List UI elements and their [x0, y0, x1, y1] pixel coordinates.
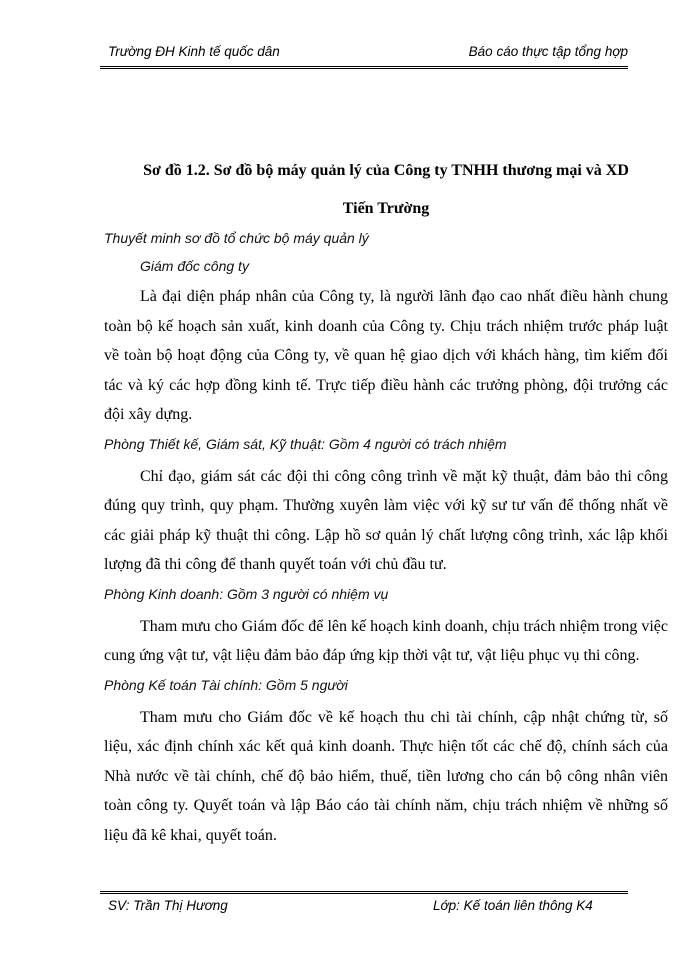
- section-paragraph: Chỉ đạo, giám sát các đội thi công công trình về mặt kỹ thuật, đảm bảo thi công đúng quy trình, quy phạm. Thường xuyên làm việc với kỹ sư tư vấn để thống nhất về các giải pháp kỹ thuật thi công. Lập hồ sơ quản lý chất lượng công trình, xác lập khối lượng đã thi công để thanh quyết toán với chủ đầu tư.: [104, 467, 668, 573]
- diagram-title-line-2: Tiến Trường: [342, 200, 430, 217]
- section-paragraph: Tham mưu cho Giám đốc để lên kế hoạch kinh doanh, chịu trách nhiệm trong việc cung ứng vật tư, vật liệu đảm bảo đáp ứng kịp thời vật tư, vật liệu phục vụ thi công.: [104, 617, 668, 664]
- section-subheading: Giám đốc công ty: [140, 258, 249, 274]
- header-divider: [100, 66, 628, 69]
- diagram-title-line-1: Sơ đồ 1.2. Sơ đồ bộ máy quản lý của Công ty TNHH thương mại và XD: [143, 162, 629, 179]
- header-report-type: Báo cáo thực tập tổng hợp: [468, 44, 628, 59]
- footer-student: SV: Trần Thị Hương: [108, 898, 228, 913]
- header-school: Trường ĐH Kinh tế quốc dân: [108, 44, 280, 59]
- page-footer: [108, 898, 628, 920]
- section-heading: Phòng Kinh doanh: Gồm 3 người có nhiệm vụ: [104, 585, 389, 602]
- section-heading: Phòng Kế toán Tài chính: Gồm 5 người: [104, 676, 348, 693]
- section-paragraph: Tham mưu cho Giám đốc về kế hoạch thu chi tài chính, cập nhật chứng từ, số liệu, xác định chính xác kết quả kinh doanh. Thực hiện tốt các chế độ, chính sách của Nhà nước về tài chính, chế độ bảo hiểm, thuế, tiền lương cho cán bộ công nhân viên toàn công ty. Quyết toán và lập Báo cáo tài chính năm, chịu trách nhiệm về những số liệu đã kê khai, quyết toán.: [104, 708, 668, 844]
- section-heading: Phòng Thiết kế, Giám sát, Kỹ thuật: Gồm 4 người có trách nhiệm: [104, 435, 507, 452]
- footer-class: Lớp: Kế toán liên thông K4: [433, 898, 593, 913]
- page-header: [108, 44, 628, 66]
- section-paragraph: Là đại diện pháp nhân của Công ty, là người lãnh đạo cao nhất điều hành chung toàn bộ kế hoạch sản xuất, kinh doanh của Công ty. Chịu trách nhiệm trước pháp luật về toàn bộ hoạt động của Công ty, về quan hệ giao dịch với khách hàng, tìm kiếm đối tác và ký các hợp đồng kinh tế. Trực tiếp điều hành các trưởng phòng, đội trưởng các đội xây dựng.: [104, 288, 668, 423]
- section-heading: Thuyết minh sơ đồ tổ chức bộ máy quản lý: [104, 230, 369, 246]
- diagram-title: [104, 152, 668, 228]
- document-body: [104, 152, 668, 850]
- footer-divider: [100, 891, 628, 894]
